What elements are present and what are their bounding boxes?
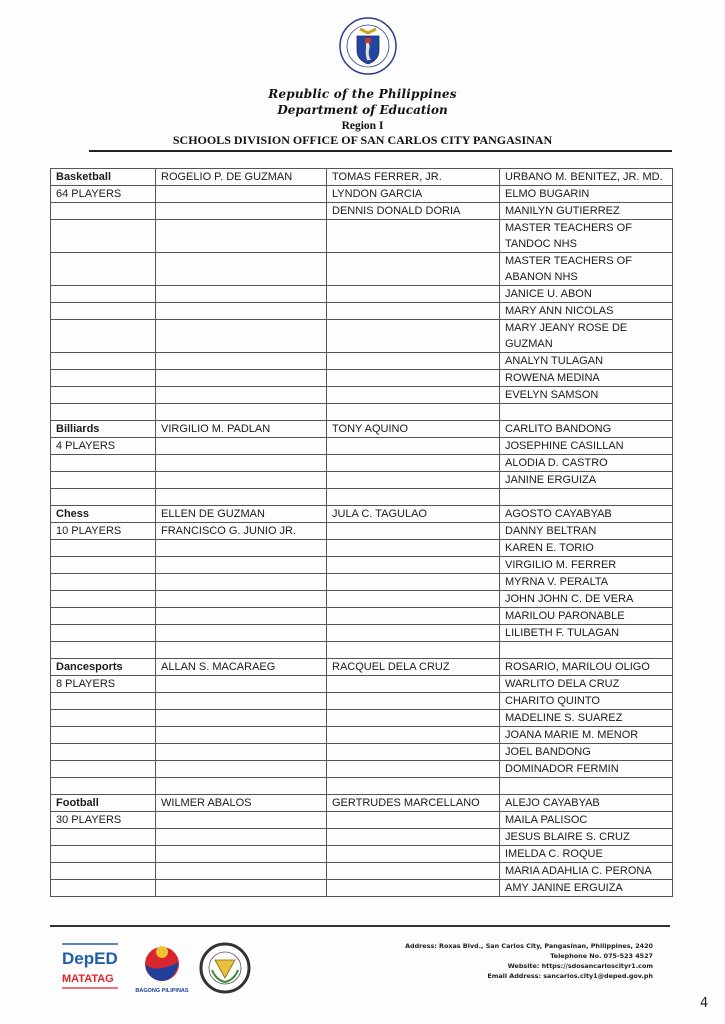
- header-office: SCHOOLS DIVISION OFFICE OF SAN CARLOS CITY PANGASINAN: [172, 133, 553, 147]
- category-cell: [51, 253, 156, 286]
- table-row: [51, 659, 673, 676]
- category-cell: [51, 203, 156, 220]
- column-2-cell: [156, 286, 327, 303]
- table-row: [51, 812, 673, 829]
- deped-matatag-logo-icon: [62, 944, 118, 988]
- column-4-cell: ROWENA MEDINA: [500, 370, 673, 387]
- column-2-cell: [156, 761, 327, 778]
- column-4-cell: AGOSTO CAYABYAB: [500, 506, 673, 523]
- table-row: [51, 625, 673, 642]
- column-3-cell: [327, 253, 500, 286]
- column-2-cell: [156, 863, 327, 880]
- category-cell: [51, 693, 156, 710]
- column-3-cell: [327, 438, 500, 455]
- table-row: [51, 591, 673, 608]
- table-row: [51, 421, 673, 438]
- column-4-cell: DANNY BELTRAN: [500, 523, 673, 540]
- column-4-cell: MYRNA V. PERALTA: [500, 574, 673, 591]
- category-cell: [51, 846, 156, 863]
- column-4-cell: JANICE U. ABON: [500, 286, 673, 303]
- table-row: [51, 846, 673, 863]
- header-republic: Republic of the Philippines: [268, 87, 457, 101]
- footer-logos: [60, 940, 260, 1000]
- column-2-cell: [156, 489, 327, 506]
- column-4-cell: ELMO BUGARIN: [500, 186, 673, 203]
- column-4-cell: CARLITO BANDONG: [500, 421, 673, 438]
- table-row: [51, 761, 673, 778]
- table-row: [51, 863, 673, 880]
- column-3-cell: LYNDON GARCIA: [327, 186, 500, 203]
- category-cell: [51, 455, 156, 472]
- category-cell: [51, 591, 156, 608]
- column-4-cell: URBANO M. BENITEZ, JR. MD.: [500, 169, 673, 186]
- category-cell: Billiards: [51, 421, 156, 438]
- header-divider: [89, 150, 672, 152]
- category-cell: [51, 540, 156, 557]
- column-3-cell: [327, 387, 500, 404]
- column-2-cell: [156, 472, 327, 489]
- table-row: [51, 169, 673, 186]
- column-2-cell: [156, 253, 327, 286]
- column-3-cell: [327, 540, 500, 557]
- column-3-cell: [327, 761, 500, 778]
- category-cell: [51, 608, 156, 625]
- column-4-cell: MARILOU PARONABLE: [500, 608, 673, 625]
- deped-seal-icon: [338, 16, 398, 76]
- category-cell: [51, 387, 156, 404]
- table-row: [51, 404, 673, 421]
- column-4-cell: MAILA PALISOC: [500, 812, 673, 829]
- table-row: [51, 829, 673, 846]
- column-4-cell: CHARITO QUINTO: [500, 693, 673, 710]
- column-2-cell: [156, 303, 327, 320]
- column-4-cell: VIRGILIO M. FERRER: [500, 557, 673, 574]
- table-row: [51, 744, 673, 761]
- category-cell: [51, 574, 156, 591]
- column-4-cell: JANINE ERGUIZA: [500, 472, 673, 489]
- category-cell: [51, 353, 156, 370]
- column-4-cell: MASTER TEACHERS OF TANDOC NHS: [500, 220, 673, 253]
- category-cell: [51, 303, 156, 320]
- column-2-cell: VIRGILIO M. PADLAN: [156, 421, 327, 438]
- column-4-cell: [500, 778, 673, 795]
- column-4-cell: ALODIA D. CASTRO: [500, 455, 673, 472]
- column-3-cell: [327, 591, 500, 608]
- table-row: [51, 220, 673, 253]
- sdo-seal-icon: [201, 944, 249, 992]
- column-3-cell: [327, 370, 500, 387]
- category-cell: [51, 761, 156, 778]
- column-4-cell: ALEJO CAYABYAB: [500, 795, 673, 812]
- category-cell: [51, 829, 156, 846]
- column-3-cell: [327, 353, 500, 370]
- column-2-cell: [156, 846, 327, 863]
- column-3-cell: [327, 812, 500, 829]
- column-2-cell: [156, 676, 327, 693]
- column-3-cell: [327, 693, 500, 710]
- column-2-cell: WILMER ABALOS: [156, 795, 327, 812]
- table-row: [51, 710, 673, 727]
- column-3-cell: [327, 608, 500, 625]
- column-2-cell: [156, 880, 327, 897]
- column-3-cell: [327, 523, 500, 540]
- category-cell: [51, 472, 156, 489]
- column-4-cell: MARY JEANY ROSE DE GUZMAN: [500, 320, 673, 353]
- column-2-cell: [156, 438, 327, 455]
- footer-divider: [50, 925, 670, 927]
- footer-telephone: Telephone No. 075-523 4527: [550, 952, 653, 960]
- column-4-cell: MADELINE S. SUAREZ: [500, 710, 673, 727]
- column-3-cell: TOMAS FERRER, JR.: [327, 169, 500, 186]
- table-row: [51, 472, 673, 489]
- column-3-cell: JULA C. TAGULAO: [327, 506, 500, 523]
- column-2-cell: ALLAN S. MACARAEG: [156, 659, 327, 676]
- category-cell: [51, 778, 156, 795]
- header-department: Department of Education: [277, 103, 448, 117]
- column-4-cell: ANALYN TULAGAN: [500, 353, 673, 370]
- category-cell: [51, 220, 156, 253]
- column-2-cell: [156, 693, 327, 710]
- table-row: [51, 557, 673, 574]
- column-2-cell: [156, 387, 327, 404]
- column-3-cell: [327, 676, 500, 693]
- table-row: [51, 608, 673, 625]
- column-3-cell: [327, 863, 500, 880]
- column-3-cell: GERTRUDES MARCELLANO: [327, 795, 500, 812]
- column-2-cell: [156, 812, 327, 829]
- column-3-cell: [327, 220, 500, 253]
- column-2-cell: [156, 353, 327, 370]
- table-row: [51, 642, 673, 659]
- table-row: [51, 574, 673, 591]
- column-3-cell: RACQUEL DELA CRUZ: [327, 659, 500, 676]
- matatag-logo-text: MATATAG: [62, 973, 114, 985]
- column-4-cell: MARY ANN NICOLAS: [500, 303, 673, 320]
- column-4-cell: [500, 642, 673, 659]
- column-3-cell: TONY AQUINO: [327, 421, 500, 438]
- page-number: 4: [700, 996, 709, 1011]
- column-2-cell: ROGELIO P. DE GUZMAN: [156, 169, 327, 186]
- table-row: [51, 186, 673, 203]
- column-4-cell: JOSEPHINE CASILLAN: [500, 438, 673, 455]
- column-4-cell: ROSARIO, MARILOU OLIGO: [500, 659, 673, 676]
- table-row: [51, 676, 673, 693]
- category-cell: 8 PLAYERS: [51, 676, 156, 693]
- category-cell: 4 PLAYERS: [51, 438, 156, 455]
- category-cell: [51, 744, 156, 761]
- category-cell: Chess: [51, 506, 156, 523]
- column-2-cell: [156, 203, 327, 220]
- category-cell: [51, 286, 156, 303]
- table-row: [51, 303, 673, 320]
- column-2-cell: [156, 710, 327, 727]
- column-4-cell: MANILYN GUTIERREZ: [500, 203, 673, 220]
- category-cell: [51, 880, 156, 897]
- column-3-cell: [327, 303, 500, 320]
- column-4-cell: JOANA MARIE M. MENOR: [500, 727, 673, 744]
- column-4-cell: JOHN JOHN C. DE VERA: [500, 591, 673, 608]
- footer-email[interactable]: Email Address: sancarlos.city1@deped.gov.ph: [487, 972, 653, 980]
- column-4-cell: IMELDA C. ROQUE: [500, 846, 673, 863]
- column-2-cell: [156, 744, 327, 761]
- column-3-cell: [327, 744, 500, 761]
- column-4-cell: EVELYN SAMSON: [500, 387, 673, 404]
- table-row: [51, 778, 673, 795]
- column-3-cell: [327, 846, 500, 863]
- deped-logo-text: DepED: [62, 949, 118, 968]
- table-row: [51, 203, 673, 220]
- column-3-cell: [327, 710, 500, 727]
- column-2-cell: [156, 186, 327, 203]
- category-cell: 30 PLAYERS: [51, 812, 156, 829]
- column-2-cell: ELLEN DE GUZMAN: [156, 506, 327, 523]
- column-4-cell: MARIA ADAHLIA C. PERONA: [500, 863, 673, 880]
- category-cell: Dancesports: [51, 659, 156, 676]
- column-3-cell: [327, 557, 500, 574]
- column-2-cell: [156, 320, 327, 353]
- column-4-cell: KAREN E. TORIO: [500, 540, 673, 557]
- column-3-cell: [327, 829, 500, 846]
- column-2-cell: [156, 540, 327, 557]
- table-row: [51, 880, 673, 897]
- column-2-cell: [156, 404, 327, 421]
- table-row: [51, 693, 673, 710]
- category-cell: [51, 489, 156, 506]
- column-3-cell: [327, 286, 500, 303]
- category-cell: [51, 557, 156, 574]
- sports-roster-table: [50, 168, 673, 897]
- table-row: [51, 523, 673, 540]
- column-2-cell: [156, 557, 327, 574]
- column-3-cell: [327, 320, 500, 353]
- category-cell: [51, 710, 156, 727]
- column-3-cell: [327, 727, 500, 744]
- column-3-cell: [327, 880, 500, 897]
- table-row: [51, 320, 673, 353]
- category-cell: [51, 642, 156, 659]
- category-cell: [51, 404, 156, 421]
- bagong-pilipinas-text: BAGONG PILIPINAS: [135, 988, 189, 994]
- column-2-cell: [156, 829, 327, 846]
- table-row: [51, 506, 673, 523]
- column-2-cell: [156, 778, 327, 795]
- column-2-cell: [156, 220, 327, 253]
- category-cell: [51, 863, 156, 880]
- category-cell: [51, 727, 156, 744]
- category-cell: 10 PLAYERS: [51, 523, 156, 540]
- table-row: [51, 353, 673, 370]
- category-cell: [51, 625, 156, 642]
- table-row: [51, 387, 673, 404]
- column-2-cell: [156, 370, 327, 387]
- column-2-cell: [156, 727, 327, 744]
- table-row: [51, 489, 673, 506]
- column-3-cell: [327, 642, 500, 659]
- column-4-cell: [500, 404, 673, 421]
- bagong-pilipinas-logo-icon: [135, 946, 189, 994]
- column-3-cell: [327, 489, 500, 506]
- footer-website[interactable]: Website: https://sdosancarloscityr1.com: [507, 962, 653, 970]
- column-3-cell: [327, 455, 500, 472]
- column-3-cell: [327, 404, 500, 421]
- column-3-cell: [327, 625, 500, 642]
- column-3-cell: [327, 472, 500, 489]
- table-row: [51, 540, 673, 557]
- column-2-cell: FRANCISCO G. JUNIO JR.: [156, 523, 327, 540]
- header-region: Region I: [341, 120, 384, 132]
- column-4-cell: DOMINADOR FERMIN: [500, 761, 673, 778]
- column-2-cell: [156, 455, 327, 472]
- category-cell: 64 PLAYERS: [51, 186, 156, 203]
- column-2-cell: [156, 642, 327, 659]
- column-2-cell: [156, 591, 327, 608]
- column-4-cell: AMY JANINE ERGUIZA: [500, 880, 673, 897]
- column-3-cell: DENNIS DONALD DORIA: [327, 203, 500, 220]
- column-3-cell: [327, 778, 500, 795]
- column-4-cell: WARLITO DELA CRUZ: [500, 676, 673, 693]
- category-cell: [51, 370, 156, 387]
- footer-contact: [405, 941, 653, 981]
- column-4-cell: MASTER TEACHERS OF ABANON NHS: [500, 253, 673, 286]
- table-row: [51, 370, 673, 387]
- column-4-cell: [500, 489, 673, 506]
- column-4-cell: JESUS BLAIRE S. CRUZ: [500, 829, 673, 846]
- footer-address: Address: Roxas Blvd., San Carlos City, Pangasinan, Philippines, 2420: [405, 942, 653, 950]
- column-2-cell: [156, 574, 327, 591]
- table-row: [51, 286, 673, 303]
- table-row: [51, 253, 673, 286]
- table-row: [51, 795, 673, 812]
- column-4-cell: LILIBETH F. TULAGAN: [500, 625, 673, 642]
- table-row: [51, 455, 673, 472]
- table-row: [51, 438, 673, 455]
- table-row: [51, 727, 673, 744]
- category-cell: Football: [51, 795, 156, 812]
- category-cell: [51, 320, 156, 353]
- category-cell: Basketball: [51, 169, 156, 186]
- column-2-cell: [156, 625, 327, 642]
- column-2-cell: [156, 608, 327, 625]
- column-3-cell: [327, 574, 500, 591]
- column-4-cell: JOEL BANDONG: [500, 744, 673, 761]
